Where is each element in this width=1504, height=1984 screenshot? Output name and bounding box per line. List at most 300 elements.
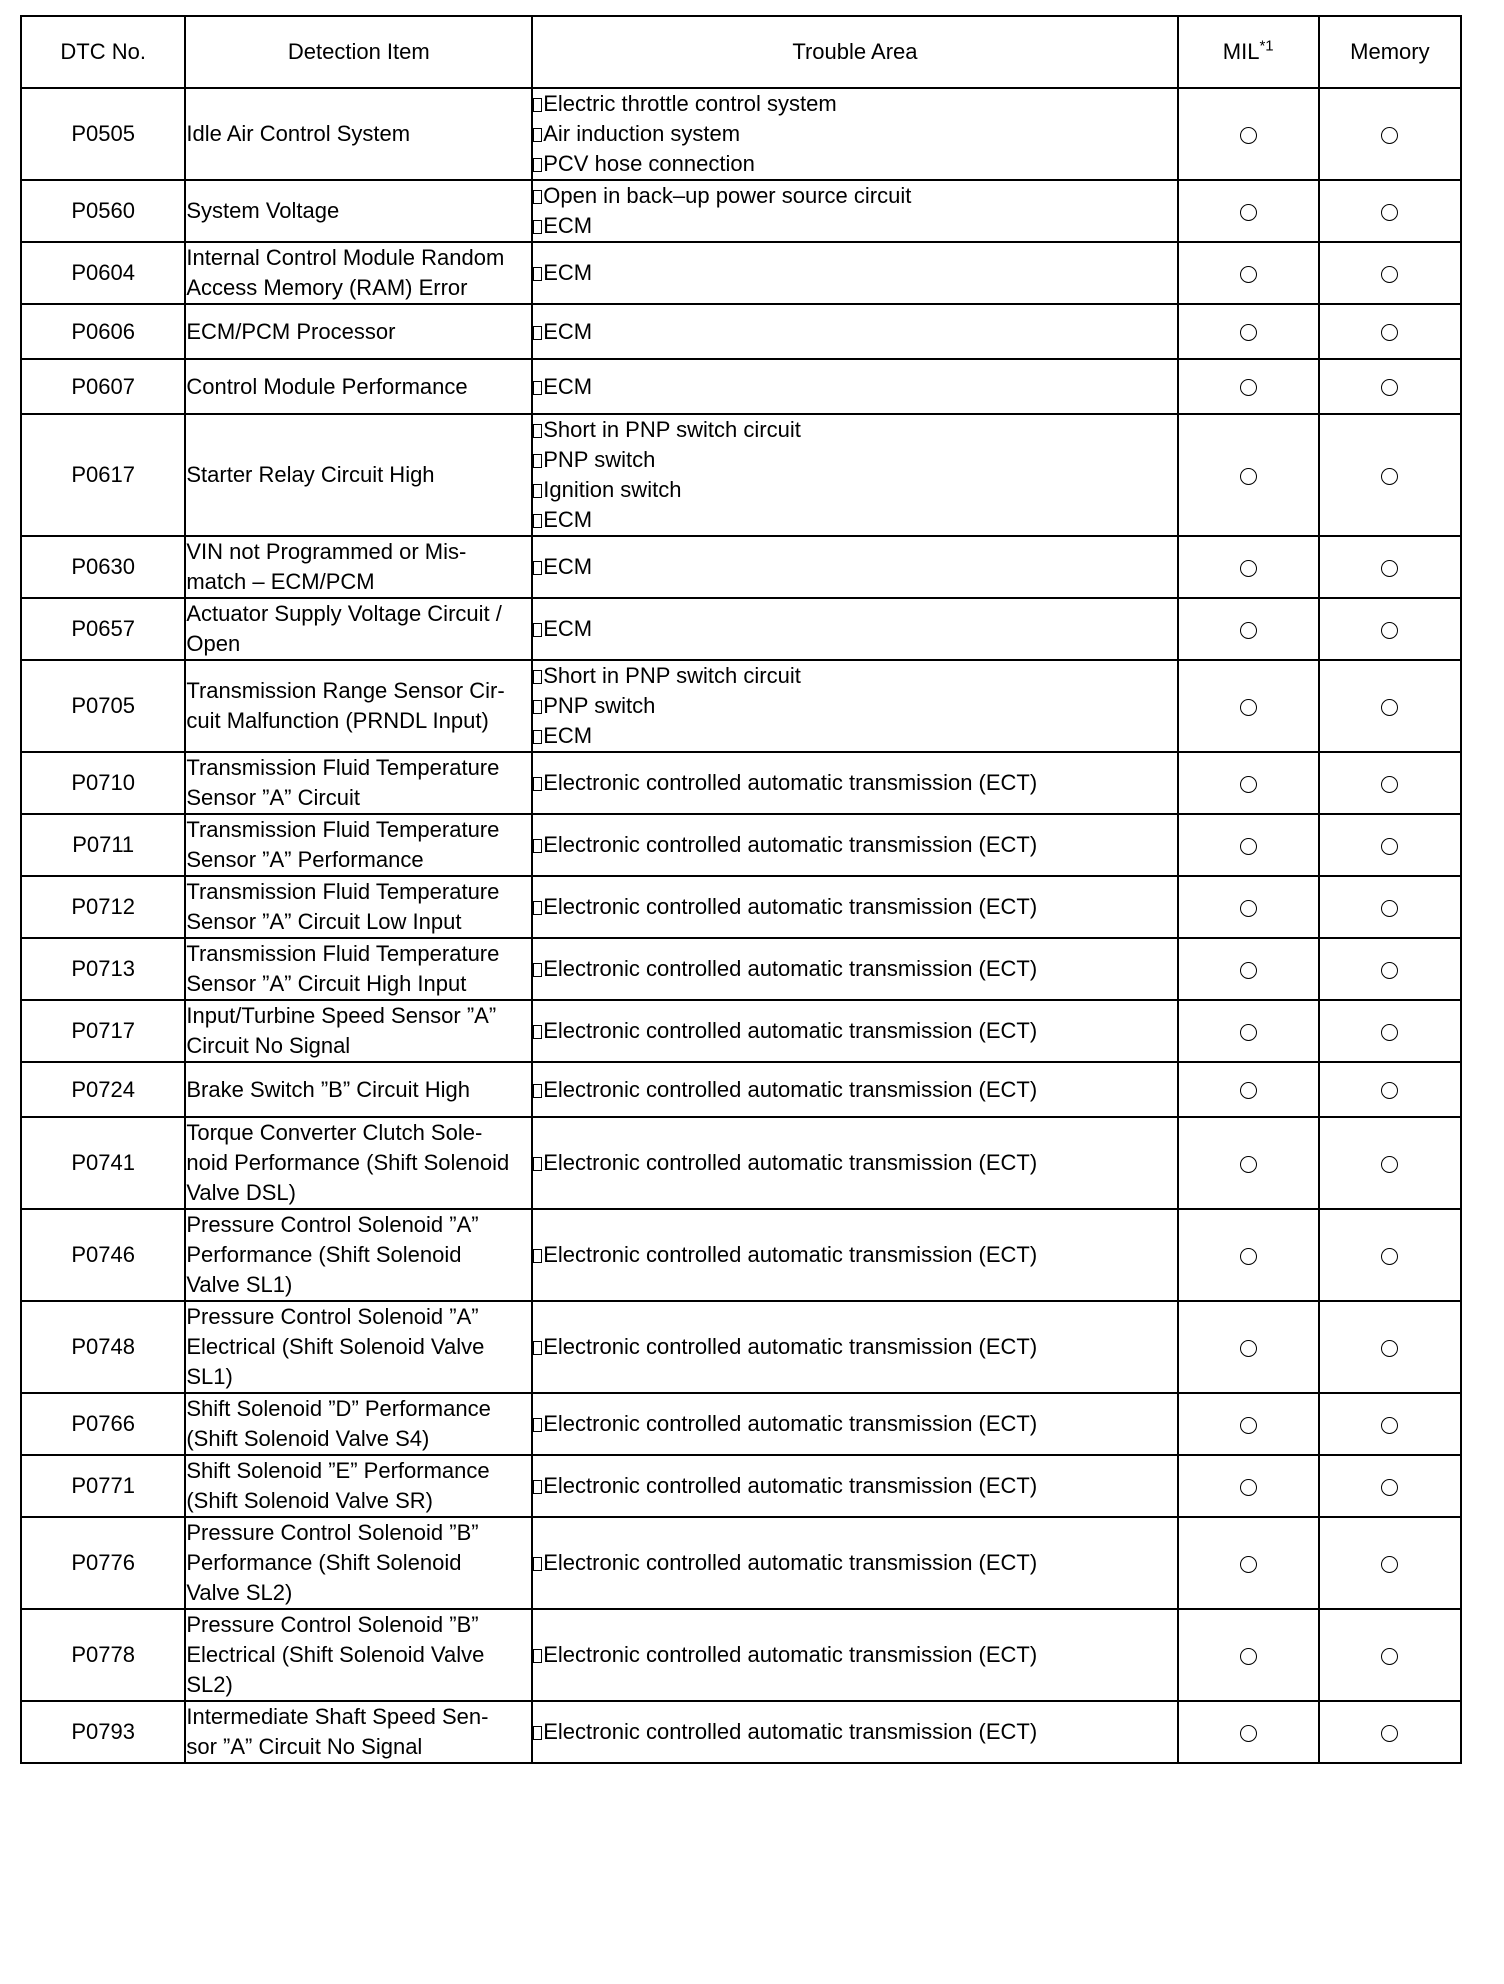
trouble-area	[532, 752, 1177, 814]
trouble-area	[532, 180, 1177, 242]
memory-cell	[1319, 1209, 1461, 1301]
detection-item-line: ECM/PCM Processor	[186, 318, 396, 344]
detection-item-line: Pressure Control Solenoid ”B”	[186, 1520, 479, 1545]
detection-item	[185, 304, 532, 359]
detection-item-line: Input/Turbine Speed Sensor ”A”	[186, 1003, 497, 1028]
detection-item-line: Internal Control Module Random	[186, 245, 505, 270]
mil-cell	[1178, 1301, 1319, 1393]
trouble-area	[532, 414, 1177, 536]
detection-item-line: Sensor ”A” Performance	[186, 847, 424, 872]
trouble-area-line	[533, 505, 1176, 535]
detection-item	[185, 1062, 532, 1117]
trouble-area-text: Electronic controlled automatic transmission (ECT)	[543, 1719, 1038, 1744]
memory-circle-icon	[1381, 324, 1398, 341]
bullet-box-icon	[533, 1084, 542, 1098]
trouble-area	[532, 938, 1177, 1000]
header-dtc-no: DTC No.	[21, 16, 185, 88]
trouble-area	[532, 1209, 1177, 1301]
memory-cell	[1319, 359, 1461, 414]
memory-cell	[1319, 1609, 1461, 1701]
trouble-area-text: Electronic controlled automatic transmission (ECT)	[543, 770, 1038, 795]
mil-circle-icon	[1240, 560, 1257, 577]
mil-footnote-mark: *1	[1259, 37, 1274, 55]
bullet-box-icon	[533, 424, 542, 438]
bullet-box-icon	[533, 158, 542, 172]
dtc-code: P0793	[21, 1701, 185, 1763]
trouble-area-text: PCV hose connection	[543, 151, 755, 176]
memory-cell	[1319, 304, 1461, 359]
trouble-area	[532, 1609, 1177, 1701]
memory-cell	[1319, 1062, 1461, 1117]
mil-circle-icon	[1240, 838, 1257, 855]
bullet-box-icon	[533, 901, 542, 915]
trouble-area-text: Electronic controlled automatic transmission (ECT)	[543, 1018, 1038, 1043]
trouble-area-text: Electronic controlled automatic transmission (ECT)	[543, 1076, 1038, 1102]
trouble-area-text: ECM	[543, 616, 593, 641]
memory-cell	[1319, 414, 1461, 536]
table-row	[21, 1062, 1461, 1117]
trouble-area-line	[533, 149, 1176, 179]
mil-circle-icon	[1240, 962, 1257, 979]
mil-circle-icon	[1240, 1156, 1257, 1173]
detection-item-line: SL1)	[186, 1364, 233, 1389]
dtc-code: P0771	[21, 1455, 185, 1517]
trouble-area-line	[533, 954, 1176, 984]
memory-cell	[1319, 1393, 1461, 1455]
detection-item-line: noid Performance (Shift Solenoid	[186, 1150, 510, 1175]
detection-item	[185, 1517, 532, 1609]
dtc-code: P0606	[21, 304, 185, 359]
bullet-box-icon	[533, 326, 542, 340]
memory-cell	[1319, 1455, 1461, 1517]
detection-item-line: Pressure Control Solenoid ”B”	[186, 1612, 479, 1637]
trouble-area-line	[533, 552, 1176, 582]
memory-circle-icon	[1381, 622, 1398, 639]
memory-circle-icon	[1381, 1556, 1398, 1573]
detection-item-line: Sensor ”A” Circuit High Input	[186, 971, 467, 996]
mil-cell	[1178, 1000, 1319, 1062]
trouble-area-line	[533, 691, 1176, 721]
detection-item-line: (Shift Solenoid Valve S4)	[186, 1426, 430, 1451]
detection-item-line: Performance (Shift Solenoid	[186, 1242, 462, 1267]
trouble-area	[532, 1455, 1177, 1517]
mil-circle-icon	[1240, 1340, 1257, 1357]
trouble-area	[532, 1701, 1177, 1763]
memory-cell	[1319, 242, 1461, 304]
dtc-code: P0741	[21, 1117, 185, 1209]
memory-cell	[1319, 876, 1461, 938]
detection-item	[185, 1209, 532, 1301]
trouble-area-line	[533, 1016, 1176, 1046]
trouble-area-line	[533, 372, 1176, 402]
bullet-box-icon	[533, 1557, 542, 1571]
bullet-box-icon	[533, 267, 542, 281]
trouble-area-line	[533, 1332, 1176, 1362]
bullet-box-icon	[533, 1249, 542, 1263]
memory-cell	[1319, 1517, 1461, 1609]
memory-cell	[1319, 752, 1461, 814]
trouble-area-text: PNP switch	[543, 447, 656, 472]
trouble-area-line	[533, 181, 1176, 211]
memory-circle-icon	[1381, 204, 1398, 221]
dtc-code: P0710	[21, 752, 185, 814]
trouble-area	[532, 536, 1177, 598]
dtc-code: P0630	[21, 536, 185, 598]
table-row	[21, 598, 1461, 660]
trouble-area-line	[533, 1640, 1176, 1670]
mil-cell	[1178, 1701, 1319, 1763]
mil-cell	[1178, 598, 1319, 660]
detection-item	[185, 1000, 532, 1062]
detection-item	[185, 88, 532, 180]
trouble-area-line	[533, 1075, 1176, 1105]
detection-item-line: (Shift Solenoid Valve SR)	[186, 1488, 433, 1513]
mil-circle-icon	[1240, 1024, 1257, 1041]
mil-cell	[1178, 304, 1319, 359]
bullet-box-icon	[533, 1341, 542, 1355]
table-row	[21, 1000, 1461, 1062]
memory-circle-icon	[1381, 1648, 1398, 1665]
bullet-box-icon	[533, 730, 542, 744]
detection-item-line: System Voltage	[186, 198, 340, 223]
memory-cell	[1319, 88, 1461, 180]
trouble-area	[532, 1062, 1177, 1117]
memory-circle-icon	[1381, 379, 1398, 396]
trouble-area	[532, 660, 1177, 752]
detection-item	[185, 876, 532, 938]
detection-item-line: Transmission Fluid Temperature	[186, 817, 500, 842]
memory-circle-icon	[1381, 1156, 1398, 1173]
trouble-area-text: Electronic controlled automatic transmission (ECT)	[543, 1550, 1038, 1575]
detection-item-line: sor ”A” Circuit No Signal	[186, 1734, 423, 1759]
dtc-code: P0560	[21, 180, 185, 242]
detection-item	[185, 752, 532, 814]
dtc-code: P0705	[21, 660, 185, 752]
memory-circle-icon	[1381, 962, 1398, 979]
trouble-area-text: ECM	[543, 507, 593, 532]
mil-circle-icon	[1240, 1725, 1257, 1742]
dtc-code: P0746	[21, 1209, 185, 1301]
trouble-area-line	[533, 475, 1176, 505]
trouble-area-line	[533, 1240, 1176, 1270]
memory-cell	[1319, 598, 1461, 660]
memory-cell	[1319, 814, 1461, 876]
bullet-box-icon	[533, 561, 542, 575]
header-row	[21, 16, 1461, 88]
table-row	[21, 1455, 1461, 1517]
table-row	[21, 1117, 1461, 1209]
dtc-code: P0712	[21, 876, 185, 938]
memory-cell	[1319, 1000, 1461, 1062]
dtc-code: P0713	[21, 938, 185, 1000]
trouble-area-line	[533, 258, 1176, 288]
bullet-box-icon	[533, 484, 542, 498]
memory-cell	[1319, 1701, 1461, 1763]
trouble-area-text: ECM	[543, 723, 593, 748]
table-row	[21, 752, 1461, 814]
trouble-area	[532, 1517, 1177, 1609]
bullet-box-icon	[533, 623, 542, 637]
table-row	[21, 1517, 1461, 1609]
trouble-area-text: Air induction system	[543, 121, 741, 146]
dtc-code: P0657	[21, 598, 185, 660]
table-row	[21, 1609, 1461, 1701]
detection-item	[185, 1455, 532, 1517]
header-mil-label: MIL	[1222, 39, 1260, 64]
detection-item-line: Electrical (Shift Solenoid Valve	[186, 1642, 485, 1667]
dtc-code: P0748	[21, 1301, 185, 1393]
trouble-area-line	[533, 768, 1176, 798]
dtc-code: P0778	[21, 1609, 185, 1701]
trouble-area-line	[533, 211, 1176, 241]
detection-item-line: Open	[186, 631, 241, 656]
memory-circle-icon	[1381, 127, 1398, 144]
detection-item	[185, 1393, 532, 1455]
trouble-area-text: ECM	[543, 318, 593, 344]
mil-cell	[1178, 938, 1319, 1000]
memory-circle-icon	[1381, 1082, 1398, 1099]
mil-circle-icon	[1240, 900, 1257, 917]
memory-circle-icon	[1381, 468, 1398, 485]
table-row	[21, 1393, 1461, 1455]
detection-item-line: Sensor ”A” Circuit Low Input	[186, 909, 462, 934]
mil-circle-icon	[1240, 266, 1257, 283]
mil-circle-icon	[1240, 1479, 1257, 1496]
mil-cell	[1178, 359, 1319, 414]
memory-cell	[1319, 1301, 1461, 1393]
dtc-code: P0717	[21, 1000, 185, 1062]
detection-item-line: Transmission Fluid Temperature	[186, 755, 500, 780]
memory-cell	[1319, 180, 1461, 242]
bullet-box-icon	[533, 190, 542, 204]
detection-item	[185, 414, 532, 536]
table-row	[21, 1301, 1461, 1393]
memory-circle-icon	[1381, 266, 1398, 283]
table-row	[21, 938, 1461, 1000]
memory-circle-icon	[1381, 776, 1398, 793]
memory-circle-icon	[1381, 838, 1398, 855]
mil-cell	[1178, 752, 1319, 814]
bullet-box-icon	[533, 963, 542, 977]
memory-cell	[1319, 660, 1461, 752]
mil-cell	[1178, 88, 1319, 180]
mil-circle-icon	[1240, 1082, 1257, 1099]
dtc-table	[20, 15, 1462, 1764]
trouble-area-line	[533, 892, 1176, 922]
detection-item-line: Shift Solenoid ”D” Performance	[186, 1396, 491, 1421]
mil-circle-icon	[1240, 379, 1257, 396]
trouble-area-text: Ignition switch	[543, 477, 682, 502]
bullet-box-icon	[533, 128, 542, 142]
detection-item-line: Shift Solenoid ”E” Performance	[186, 1458, 490, 1483]
trouble-area-text: ECM	[543, 260, 593, 285]
table-row	[21, 414, 1461, 536]
detection-item-line: Valve DSL)	[186, 1180, 296, 1205]
trouble-area-text: Electronic controlled automatic transmission (ECT)	[543, 1242, 1038, 1267]
table-row	[21, 660, 1461, 752]
bullet-box-icon	[533, 454, 542, 468]
trouble-area	[532, 304, 1177, 359]
header-detection-item: Detection Item	[185, 16, 532, 88]
mil-circle-icon	[1240, 776, 1257, 793]
mil-circle-icon	[1240, 127, 1257, 144]
trouble-area-line	[533, 89, 1176, 119]
mil-circle-icon	[1240, 622, 1257, 639]
bullet-box-icon	[533, 1649, 542, 1663]
detection-item-line: cuit Malfunction (PRNDL Input)	[186, 708, 489, 733]
trouble-area-text: ECM	[543, 213, 593, 238]
trouble-area-text: Electronic controlled automatic transmission (ECT)	[543, 1473, 1038, 1498]
bullet-box-icon	[533, 1025, 542, 1039]
detection-item-line: Torque Converter Clutch Sole-	[186, 1120, 483, 1145]
memory-cell	[1319, 938, 1461, 1000]
trouble-area-text: ECM	[543, 373, 593, 399]
trouble-area	[532, 1000, 1177, 1062]
mil-cell	[1178, 242, 1319, 304]
mil-circle-icon	[1240, 1417, 1257, 1434]
mil-circle-icon	[1240, 699, 1257, 716]
trouble-area-text: Electronic controlled automatic transmission (ECT)	[543, 956, 1038, 981]
mil-cell	[1178, 814, 1319, 876]
detection-item-line: match – ECM/PCM	[186, 569, 375, 594]
detection-item-line: SL2)	[186, 1672, 233, 1697]
dtc-code: P0724	[21, 1062, 185, 1117]
header-memory: Memory	[1319, 16, 1461, 88]
table-row	[21, 88, 1461, 180]
memory-circle-icon	[1381, 1479, 1398, 1496]
detection-item	[185, 1301, 532, 1393]
detection-item-line: Starter Relay Circuit High	[186, 462, 435, 487]
dtc-code: P0604	[21, 242, 185, 304]
trouble-area-text: Electronic controlled automatic transmission (ECT)	[543, 832, 1038, 857]
trouble-area-text: Electric throttle control system	[543, 91, 837, 116]
mil-circle-icon	[1240, 324, 1257, 341]
mil-cell	[1178, 1517, 1319, 1609]
trouble-area-text: Short in PNP switch circuit	[543, 417, 801, 442]
mil-cell	[1178, 1062, 1319, 1117]
trouble-area-text: Electronic controlled automatic transmission (ECT)	[543, 1150, 1038, 1175]
table-row	[21, 180, 1461, 242]
detection-item-line: Transmission Range Sensor Cir-	[186, 678, 505, 703]
detection-item-line: Control Module Performance	[186, 373, 468, 399]
detection-item	[185, 1609, 532, 1701]
mil-cell	[1178, 876, 1319, 938]
mil-cell	[1178, 1609, 1319, 1701]
memory-cell	[1319, 536, 1461, 598]
mil-circle-icon	[1240, 1248, 1257, 1265]
trouble-area	[532, 1117, 1177, 1209]
header-trouble-area: Trouble Area	[532, 16, 1177, 88]
detection-item-line: Transmission Fluid Temperature	[186, 879, 500, 904]
mil-circle-icon	[1240, 1648, 1257, 1665]
detection-item	[185, 938, 532, 1000]
trouble-area	[532, 1393, 1177, 1455]
detection-item-line: Transmission Fluid Temperature	[186, 941, 500, 966]
dtc-code: P0766	[21, 1393, 185, 1455]
trouble-area-line	[533, 1471, 1176, 1501]
detection-item-line: Pressure Control Solenoid ”A”	[186, 1304, 479, 1329]
dtc-code: P0617	[21, 414, 185, 536]
trouble-area-line	[533, 1548, 1176, 1578]
detection-item-line: Sensor ”A” Circuit	[186, 785, 360, 810]
table-row	[21, 359, 1461, 414]
memory-cell	[1319, 1117, 1461, 1209]
mil-cell	[1178, 1117, 1319, 1209]
trouble-area-line	[533, 415, 1176, 445]
trouble-area-line	[533, 1717, 1176, 1747]
bullet-box-icon	[533, 220, 542, 234]
trouble-area-line	[533, 445, 1176, 475]
table-row	[21, 304, 1461, 359]
bullet-box-icon	[533, 1157, 542, 1171]
bullet-box-icon	[533, 700, 542, 714]
memory-circle-icon	[1381, 1725, 1398, 1742]
mil-cell	[1178, 1393, 1319, 1455]
trouble-area-line	[533, 1409, 1176, 1439]
trouble-area	[532, 598, 1177, 660]
table-row	[21, 814, 1461, 876]
bullet-box-icon	[533, 670, 542, 684]
memory-circle-icon	[1381, 1024, 1398, 1041]
mil-circle-icon	[1240, 1556, 1257, 1573]
trouble-area-text: Electronic controlled automatic transmission (ECT)	[543, 1411, 1038, 1436]
table-row	[21, 876, 1461, 938]
trouble-area-text: Electronic controlled automatic transmission (ECT)	[543, 894, 1038, 919]
detection-item-line: Performance (Shift Solenoid	[186, 1550, 462, 1575]
trouble-area-text: ECM	[543, 554, 593, 579]
trouble-area-line	[533, 830, 1176, 860]
bullet-box-icon	[533, 1726, 542, 1740]
dtc-code: P0607	[21, 359, 185, 414]
mil-circle-icon	[1240, 468, 1257, 485]
detection-item-line: Valve SL1)	[186, 1272, 293, 1297]
trouble-area-line	[533, 1148, 1176, 1178]
bullet-box-icon	[533, 777, 542, 791]
bullet-box-icon	[533, 839, 542, 853]
table-row	[21, 1209, 1461, 1301]
mil-cell	[1178, 180, 1319, 242]
trouble-area-line	[533, 721, 1176, 751]
trouble-area-text: PNP switch	[543, 693, 656, 718]
bullet-box-icon	[533, 381, 542, 395]
detection-item	[185, 1701, 532, 1763]
mil-cell	[1178, 1209, 1319, 1301]
header-mil	[1178, 16, 1319, 88]
detection-item-line: Intermediate Shaft Speed Sen-	[186, 1704, 489, 1729]
detection-item-line: Pressure Control Solenoid ”A”	[186, 1212, 479, 1237]
detection-item	[185, 536, 532, 598]
memory-circle-icon	[1381, 560, 1398, 577]
memory-circle-icon	[1381, 699, 1398, 716]
detection-item-line: Circuit No Signal	[186, 1033, 351, 1058]
detection-item-line: Access Memory (RAM) Error	[186, 275, 468, 300]
bullet-box-icon	[533, 1418, 542, 1432]
detection-item-line: Brake Switch ”B” Circuit High	[186, 1076, 470, 1102]
table-row	[21, 1701, 1461, 1763]
detection-item	[185, 660, 532, 752]
trouble-area	[532, 359, 1177, 414]
detection-item-line: Valve SL2)	[186, 1580, 293, 1605]
detection-item	[185, 359, 532, 414]
dtc-code: P0711	[21, 814, 185, 876]
memory-circle-icon	[1381, 1417, 1398, 1434]
mil-circle-icon	[1240, 204, 1257, 221]
trouble-area	[532, 88, 1177, 180]
dtc-code: P0776	[21, 1517, 185, 1609]
detection-item	[185, 598, 532, 660]
trouble-area-line	[533, 317, 1176, 347]
trouble-area	[532, 876, 1177, 938]
